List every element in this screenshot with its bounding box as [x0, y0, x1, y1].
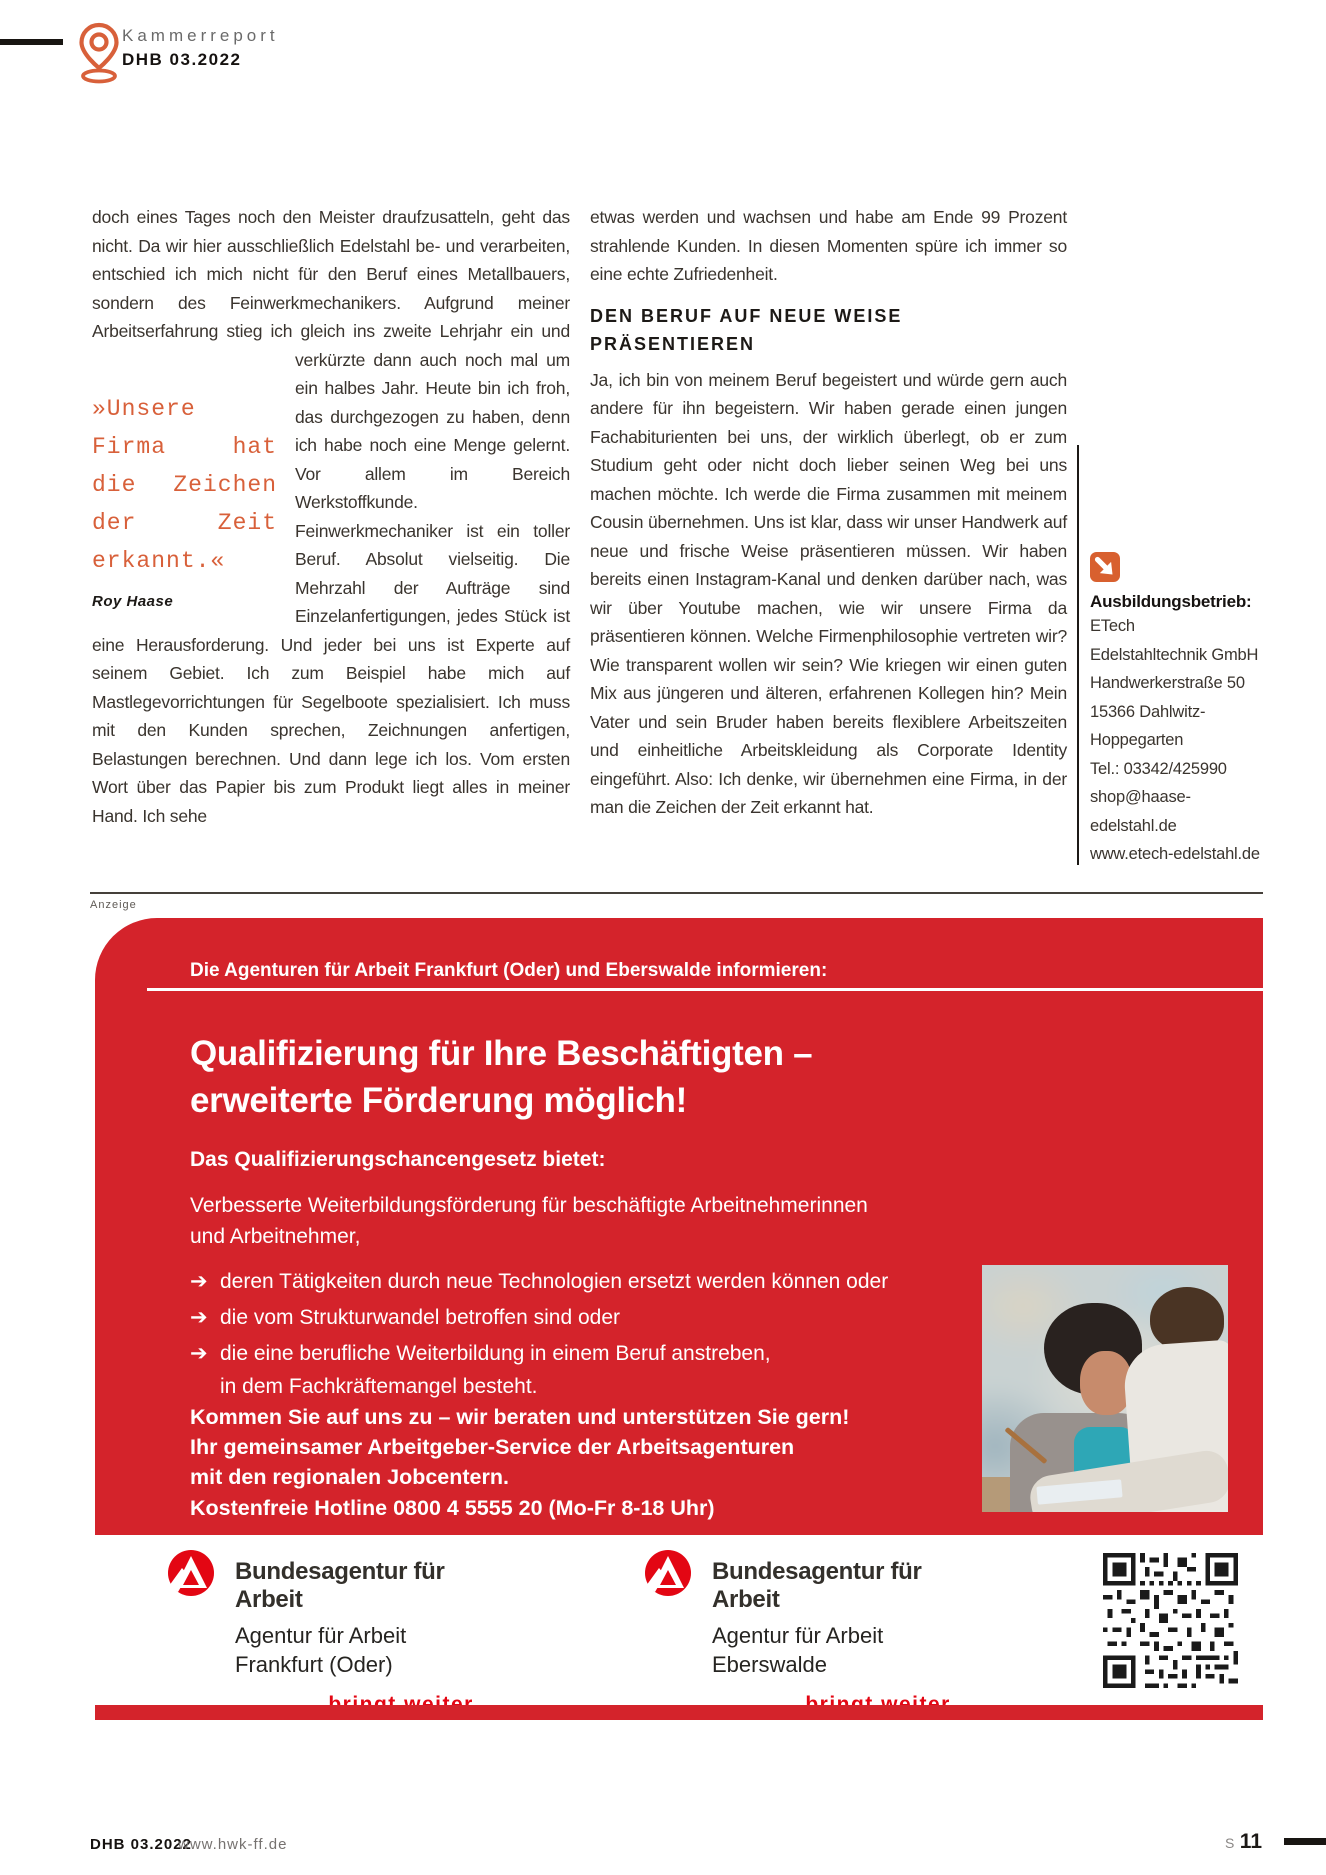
page-prefix: S	[1225, 1835, 1236, 1851]
ad-title-line: erweiterte Förderung möglich!	[190, 1081, 687, 1120]
masthead	[122, 27, 279, 68]
bullet-row	[190, 1302, 950, 1333]
article-column-2	[590, 203, 1067, 822]
agency-block-eberswalde	[645, 1550, 957, 1717]
ad-cta-line: mit den regionalen Jobcentern.	[190, 1465, 509, 1489]
agency-name	[235, 1621, 480, 1679]
article-text: Ja, ich bin von meinem Beruf begeistert und würde gern auch andere für ihn begeistern. Wir haben gerade einen jungen Fachabiturienten bei uns, der wirklich überlegt, ob er zum Studium geht oder nicht doch lieber seinen Weg bei uns machen möchte. Ich werde die Firma zusammen mit meinem Cousin übernehmen. Uns ist klar, dass wir unser Handwerk auf neue und frische Weise präsentieren müssen. Wir haben bereits einen Instagram-Kanal und denken darüber nach, was wir über Youtube machen, wie wir unsere Firma da präsentieren können. Welche Firmenphilosophie vertreten wir? Wie transparent wollen wir sein? Wie kriegen wir einen guten Mix aus jüngeren und älteren, erfahrenen Kollegen hin? Mein Vater und sein Bruder haben bereits flexiblere Arbeitszeiten und einheitliche Arbeitskleidung als Corporate Identity eingeführt. Also: Ich denke, wir übernehmen eine Firma, in der man die Zeichen der Zeit erkannt hat.	[590, 369, 1067, 817]
agency-name-line: Eberswalde	[712, 1652, 827, 1677]
section-label: Kammerreport	[122, 26, 279, 45]
ad-kicker: Die Agenturen für Arbeit Frankfurt (Oder) und Eberswalde informieren:	[190, 960, 828, 981]
infobox-line: ETech	[1090, 617, 1135, 635]
arrow-bullet-icon: ➔	[190, 1306, 208, 1329]
ad-title-line: Qualifizierung für Ihre Beschäftigten –	[190, 1034, 813, 1073]
arrow-bullet-icon: ➔	[190, 1342, 208, 1365]
infobox-line: 15366 Dahlwitz-	[1090, 702, 1206, 721]
header-rule	[0, 39, 63, 45]
ad-marker: Anzeige	[90, 899, 137, 911]
infobox-line: Hoppegarten	[1090, 731, 1184, 749]
infobox-email: shop@haase-	[1090, 788, 1191, 806]
footer-issue: DHB 03.2022	[90, 1836, 192, 1853]
consultation-photo	[982, 1265, 1228, 1512]
issue-label: DHB 03.2022	[122, 50, 242, 69]
footer-bar	[1284, 1838, 1326, 1845]
page-number	[1150, 1830, 1262, 1854]
ad-kicker-underline	[147, 988, 1263, 991]
ad-intro: Verbesserte Weiterbildungsförderung für beschäftigte Arbeitnehmerinnen und Arbeitnehmer,	[190, 1194, 868, 1248]
ad-box	[95, 918, 1263, 1535]
bullet-row	[190, 1266, 950, 1297]
ad-cta	[190, 1402, 849, 1492]
agency-name-line: Agentur für Arbeit	[712, 1623, 884, 1648]
bundesagentur-logo-icon	[645, 1550, 691, 1596]
ad-cta-line: Ihr gemeinsamer Arbeitgeber-Service der Arbeitsagenturen	[190, 1435, 795, 1459]
infobox-email: edelstahl.de	[1090, 816, 1177, 835]
article-text: etwas werden und wachsen und habe am Ende 99 Prozent strahlende Kunden. In diesen Momenten spüre ich immer so eine echte Zufriedenheit.	[590, 207, 1067, 284]
ad-subhead: Das Qualifizierungschancengesetz bietet:	[190, 1148, 606, 1171]
content-rule	[90, 892, 1263, 894]
article-column-1	[92, 203, 570, 830]
infobox-phone: Tel.: 03342/425990	[1090, 759, 1227, 778]
location-pin-icon	[76, 22, 122, 84]
bullet-row	[190, 1338, 950, 1369]
bundesagentur-logo-icon	[168, 1550, 214, 1596]
ad-bullet-list	[190, 1266, 950, 1407]
agency-name-line: Frankfurt (Oder)	[235, 1652, 393, 1677]
ad-bottom-bar	[95, 1705, 1263, 1720]
article-text: doch eines Tages noch den Meister draufzusatteln, geht das nicht. Da wir hier ausschließlich Edelstahl be- und verarbeiten, entschied ich mich nicht für den Beruf eines Metallbauers, sondern des Feinwerkmechanikers. Aufgrund meiner Arbeitserfahrung stieg ich gleich ins zweite Lehrjahr ein und verkürzte dann auch noch mal	[92, 207, 570, 370]
bullet-text: die eine berufliche Weiterbildung in einem Beruf anstreben,	[220, 1342, 771, 1365]
infobox-label: Ausbildungsbetrieb:	[1090, 592, 1252, 611]
footer-website: www.hwk-ff.de	[178, 1836, 288, 1853]
sidebar-divider	[1077, 445, 1079, 865]
pull-quote-text: »Unsere Firma hat die Zeichen der Zeit erkannt.«	[92, 395, 277, 574]
pull-quote-author: Roy Haase	[92, 592, 174, 610]
bullet-text: deren Tätigkeiten durch neue Technologien ersetzt werden können oder	[220, 1270, 889, 1293]
infobox	[1090, 552, 1270, 869]
brand-name: Bundesagentur für Arbeit	[235, 1558, 445, 1613]
qr-code	[1103, 1553, 1238, 1688]
infobox-website: www.etech-edelstahl.de	[1090, 845, 1260, 863]
infobox-line: Edelstahltechnik GmbH	[1090, 645, 1259, 664]
arrow-bullet-icon: ➔	[190, 1270, 208, 1293]
agency-block-frankfurt	[168, 1550, 480, 1717]
page-number-value: 11	[1239, 1830, 1262, 1853]
brand-name: Bundesagentur für Arbeit	[712, 1558, 922, 1613]
agency-name	[712, 1621, 957, 1679]
ad-hotline: Kostenfreie Hotline 0800 4 5555 20 (Mo-Fr 8-18 Uhr)	[190, 1496, 715, 1520]
ad-cta-line: Kommen Sie auf uns zu – wir beraten und unterstützen Sie gern!	[190, 1405, 850, 1429]
infobox-line: Handwerkerstraße 50	[1090, 674, 1245, 692]
article-text: um ein halbes Jahr. Heute bin ich froh, das durchgezogen zu haben, denn ich habe noch eine Menge gelernt. Vor allem im Bereich Werkstoffkunde. Feinwerkmechaniker ist ein toller Beruf. Absolut vielseitig. Die Mehrzahl der Aufträge sind Einzelanfertigungen, jedes Stück ist eine Herausforderung. Und jeder bei uns ist Experte auf seinem Gebiet. Ich zum Beispiel habe mich auf Mastlegevorrichtungen für Segelboote spezialisiert. Ich muss mit den Kunden sprechen, Zeichnungen anfertigen, Belastungen berechnen. Und dann lege ich los. Vom ersten Wort über das Papier bis zum Produkt liegt alles in meiner Hand. Ich sehe	[92, 349, 570, 826]
agency-name-line: Agentur für Arbeit	[235, 1623, 407, 1648]
bullet-continuation: in dem Fachkräftemangel besteht.	[220, 1375, 538, 1398]
pull-quote	[92, 346, 277, 617]
section-heading: DEN BERUF AUF NEUE WEISE PRÄSENTIEREN	[590, 305, 903, 354]
arrow-down-right-icon	[1090, 552, 1120, 582]
bullet-text: die vom Strukturwandel betroffen sind oder	[220, 1306, 621, 1329]
ad-title	[190, 1030, 812, 1124]
